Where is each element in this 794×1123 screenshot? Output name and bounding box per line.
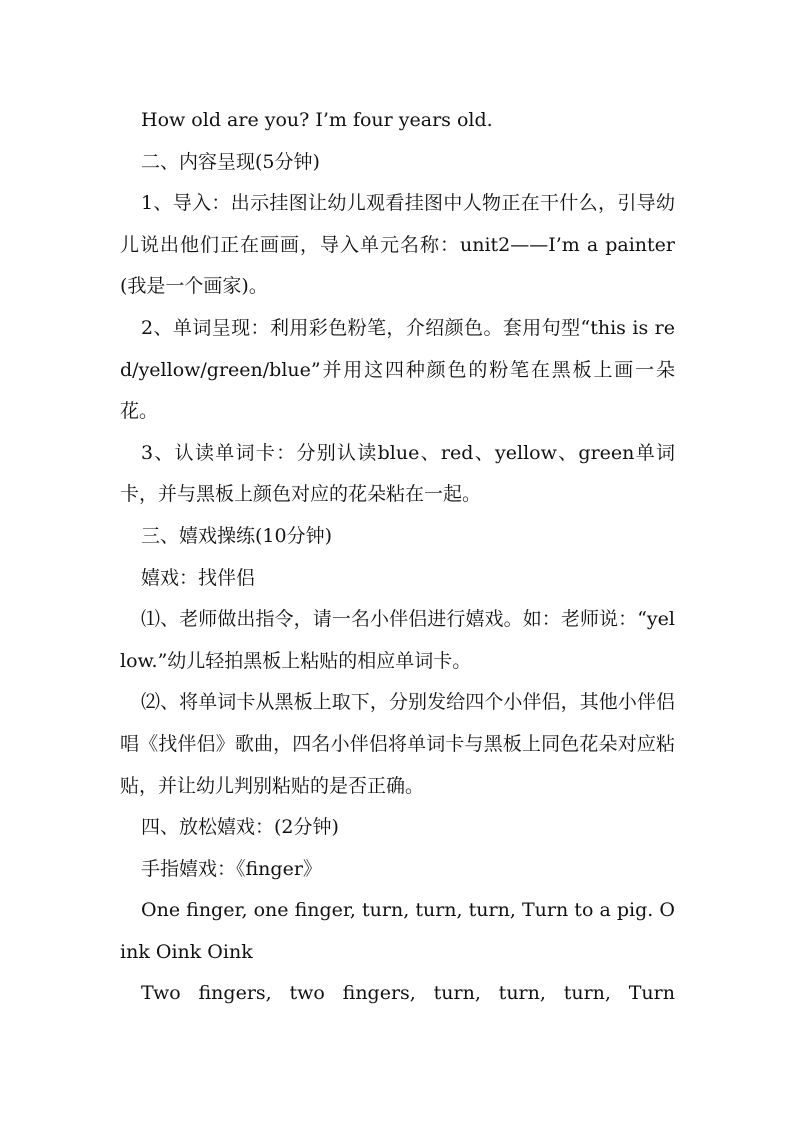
paragraph-rhyme-two-fingers: Two fingers, two fingers, turn, turn, turn, Turn bbox=[141, 982, 675, 1005]
paragraph-dialogue: How old are you? I’m four years old. bbox=[141, 109, 493, 131]
paragraph-game-step-2: ⑵、将单词卡从黑板上取下，分别发给四个小伴侣，其他小伴侣唱《找伴侣》歌曲，四名小伴侣将单词卡与黑板上同色花朵对应粘贴，并让幼儿判别粘贴的是否正确。 bbox=[120, 691, 675, 797]
section-heading-content-presentation: 二、内容呈现(5分钟) bbox=[141, 150, 320, 173]
paragraph-game-step-1: ⑴、老师做出指令，请一名小伴侣进行嬉戏。如：老师说：“yellow.”幼儿轻拍黑板上粘贴的相应单词卡。 bbox=[120, 608, 675, 672]
paragraph-rhyme-one-finger: One finger, one finger, turn, turn, turn, Turn to a pig. Oink Oink Oink bbox=[120, 899, 675, 963]
paragraph-word-presentation: 2、单词呈现：利用彩色粉笔，介绍颜色。套用句型“this is red/yellow/green/blue”并用这四种颜色的粉笔在黑板上画一朵花。 bbox=[120, 316, 675, 423]
paragraph-game-title: 嬉戏：找伴侣 bbox=[141, 566, 256, 589]
paragraph-introduction: 1、导入：出示挂图让幼儿观看挂图中人物正在干什么，引导幼儿说出他们正在画画，导入单元名称：unit2——I’m a painter(我是一个画家)。 bbox=[120, 192, 675, 298]
document-body bbox=[120, 100, 675, 1015]
paragraph-word-cards: 3、认读单词卡：分别认读blue、red、yellow、green单词卡，并与黑板上颜色对应的花朵粘在一起。 bbox=[120, 441, 675, 506]
paragraph-finger-game-title: 手指嬉戏：《finger》 bbox=[141, 857, 322, 880]
section-heading-game-practice: 三、嬉戏操练(10分钟) bbox=[141, 524, 333, 547]
section-heading-relax-game: 四、放松嬉戏：(2分钟) bbox=[141, 816, 339, 839]
